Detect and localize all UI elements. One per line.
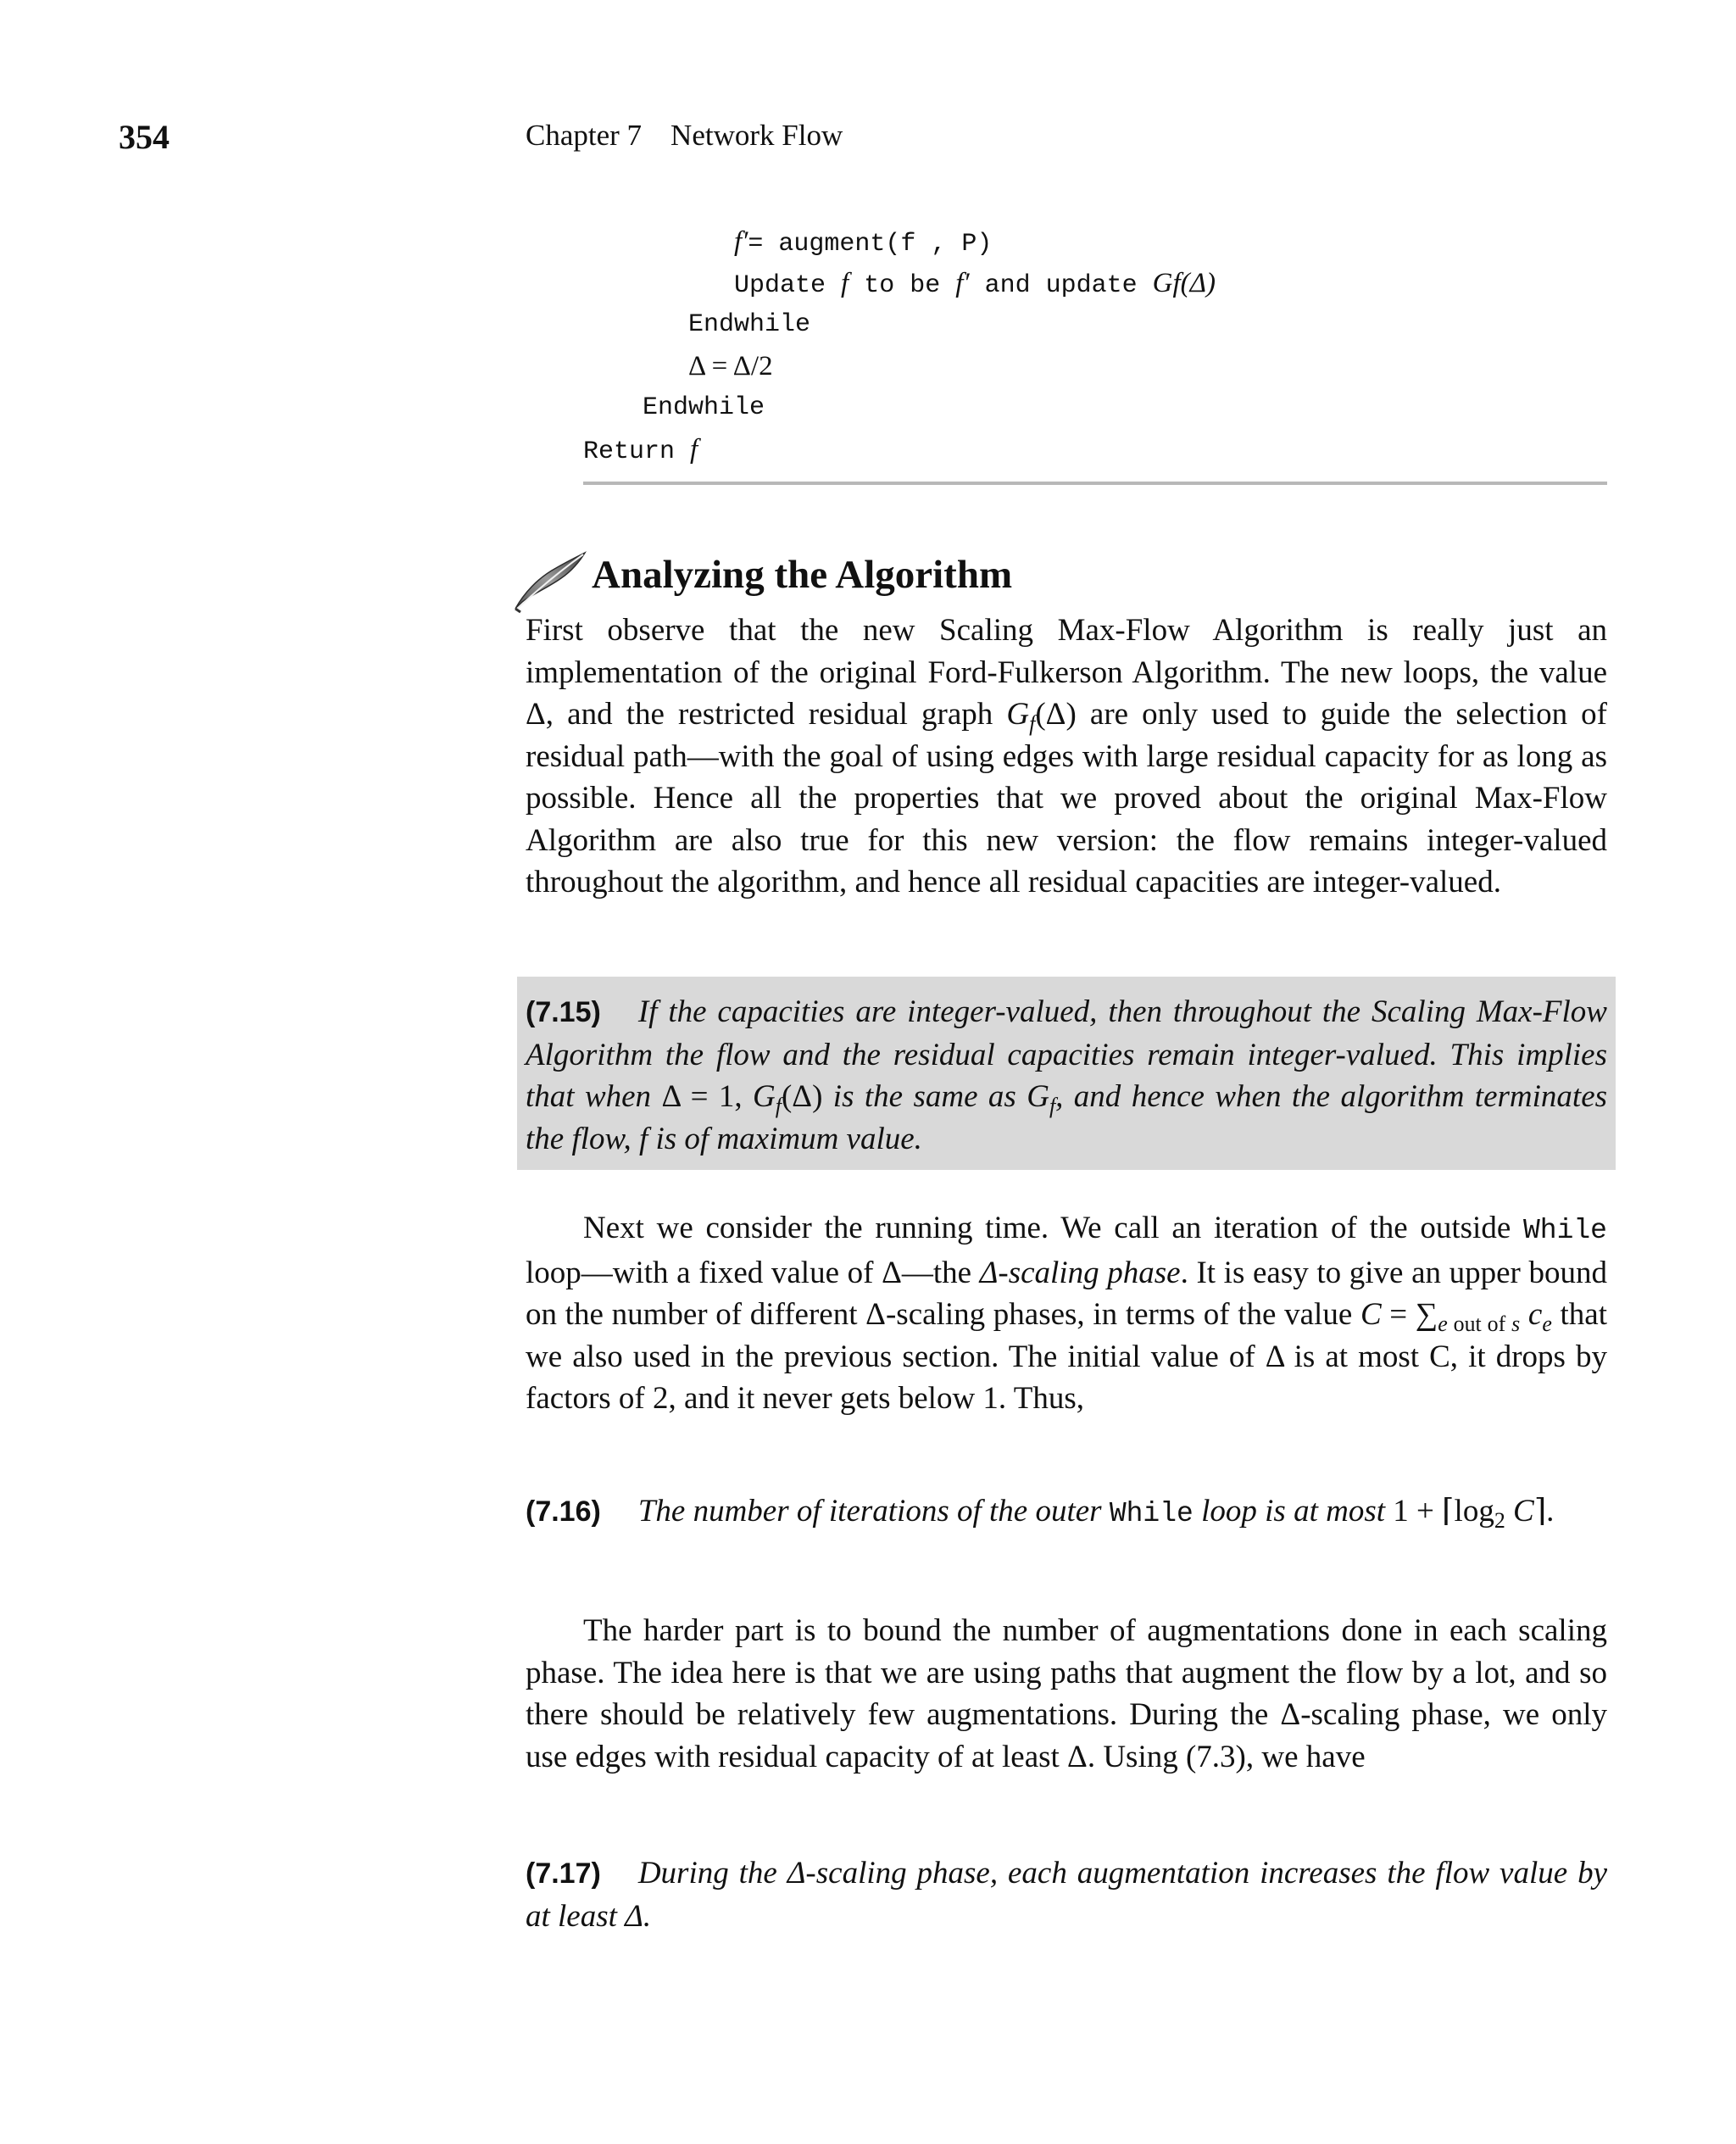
paragraph-first-observe: First observe that the new Scaling Max-Flow Algorithm is really just an implementation of the original Ford-Fulkerson Algorithm. The new loops, the value Δ, and the restricted residual graph $G_f(\Delta)$ are only used to guide the selection of residual path—with the goal of using edges with large residual capacity for as long as possible. Hence all the properties that we proved about the original Max-Flow Algorithm are also true for this new version: the flow remains integer-valued throughout the algorithm, and hence all residual capacities are integer-valued. xyxy=(526,613,1608,899)
page-number: 354 xyxy=(119,118,170,156)
code-line-return xyxy=(583,432,698,469)
theorem-7-17-label: (7.17) xyxy=(526,1857,601,1890)
code-line-endwhile-outer: Endwhile xyxy=(643,393,765,422)
code-return-f: f xyxy=(690,434,698,465)
chapter-title: Network Flow xyxy=(670,119,843,152)
code-line-update xyxy=(734,266,1216,303)
paragraph-harder-part: The harder part is to bound the number of augmentations done in each scaling phase. The idea here is that we are using paths that augment the flow by a lot, and so there should be relatively few augmentations. During the Δ-scaling phase, we only use edges with residual capacity of at least Δ. Using (7.3), we have xyxy=(526,1613,1607,1774)
code-f: f xyxy=(841,268,849,298)
while-keyword-2: While xyxy=(1109,1498,1194,1529)
iteration-bound: $1 + ⌈\log_2$ C⌉. xyxy=(1393,1494,1555,1533)
paragraph-running-time: Next we consider the running time. We call an iteration of the outside While loop—with a fixed value of Δ—the Δ-scaling phase. It is easy to give an upper bound on the number of different Δ-scaling phases, in terms of the value $C = \sum_{e out of s}$ $c_e$ that we also used in the previous section. The initial value of Δ is at most C, it drops by factors of 2, and it never gets below 1. Thus, xyxy=(526,1211,1608,1416)
code-residual-graph: Gf(Δ) xyxy=(1152,268,1216,298)
theorem-7-17 xyxy=(526,1852,1607,1937)
theorem-7-16: (7.16) The number of iterations of the outer While loop is at most $1 + ⌈\log_2$ C⌉. xyxy=(526,1494,1555,1533)
code-divider xyxy=(583,482,1607,485)
theorem-7-15-label: (7.15) xyxy=(526,996,601,1028)
code-line-endwhile-inner: Endwhile xyxy=(688,310,811,339)
code-halve-expr: Δ = Δ/2 xyxy=(688,351,773,381)
code-to-be: to be xyxy=(849,271,956,300)
code-line-augment xyxy=(734,225,992,261)
theorem-7-16-label: (7.16) xyxy=(526,1495,601,1528)
quill-pen-icon xyxy=(512,549,587,614)
running-head xyxy=(526,117,843,154)
code-line-halve-delta xyxy=(688,349,773,386)
code-fprime-2: f′ xyxy=(955,268,970,298)
theorem-7-17-text: During the Δ-scaling phase, each augmentation increases the flow value by at least Δ. xyxy=(526,1856,1607,1934)
capacity-sum-formula: $C = \sum_{e out of s}$ $c_e$ xyxy=(1360,1297,1552,1336)
code-update-kw: Update xyxy=(734,271,842,300)
code-fprime: f′ xyxy=(734,226,748,257)
code-augment-call: = augment(f , P) xyxy=(748,230,993,259)
scaling-phase-term: Δ-scaling phase xyxy=(979,1255,1181,1290)
code-and-update: and update xyxy=(969,271,1153,300)
theorem-7-15: (7.15) If the capacities are integer-valued, then throughout the Scaling Max-Flow Algorithm the flow and the residual capacities remain integer-valued. This implies that when Δ = 1, $G_f(\Delta)$ is the same as $G_f$, and hence when the algorithm terminates the flow, f is of maximum value. xyxy=(526,994,1608,1156)
while-keyword: While xyxy=(1522,1215,1607,1246)
section-heading xyxy=(512,546,1614,614)
section-title: Analyzing the Algorithm xyxy=(592,553,1013,597)
chapter-label: Chapter 7 xyxy=(526,119,643,152)
code-return-kw: Return xyxy=(583,437,691,466)
